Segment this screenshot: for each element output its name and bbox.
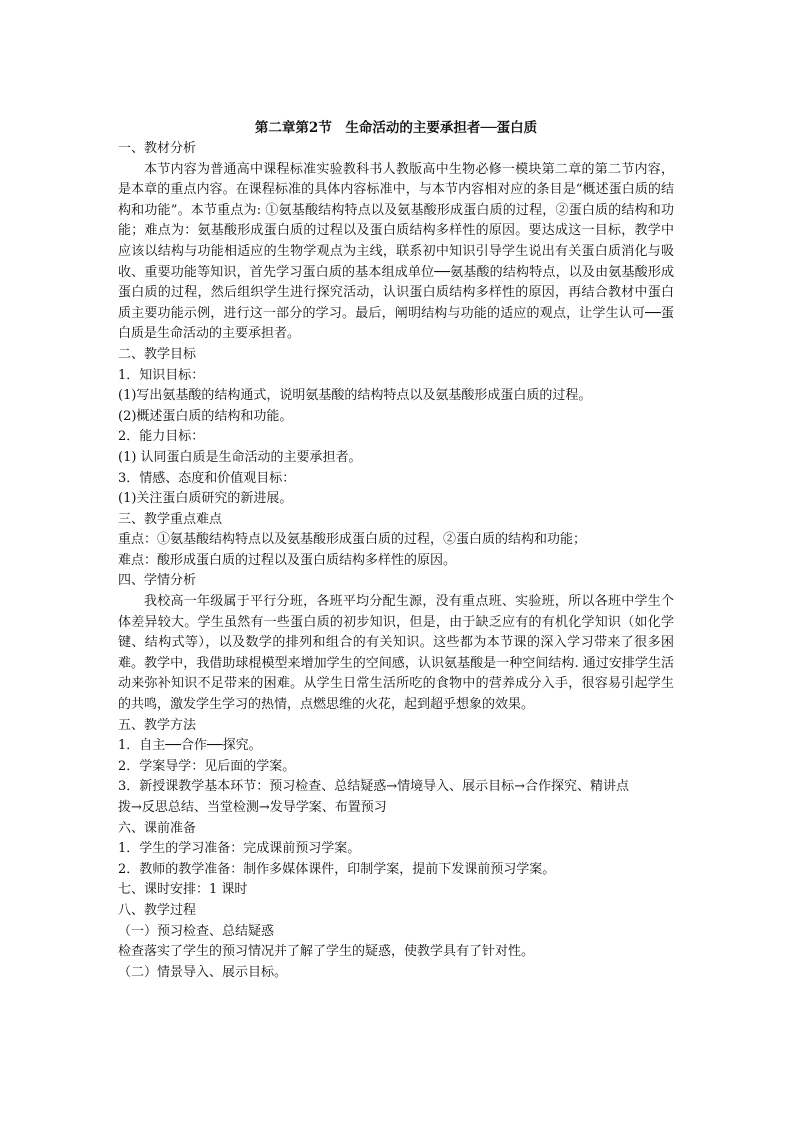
preparation-item-1: 1．学生的学习准备：完成课前预习学案。 — [118, 841, 361, 857]
student-analysis-paragraph: 我校高一年级属于平行分班，各班平均分配生源，没有重点班、实验班，所以各班中学生个体差异较大。学生虽然有一些蛋白质的初步知识，但是，由于缺乏应有的有机化学知识（如化学键、结构式等），以及数学的排列和组合的有关知识。这些都为本节课的深入学习带来了很多困难。教学中，我借助球棍模型来增加学生的空间感，认识氨基酸是一种空间结构. 通过安排学生活动来弥补知识不足带来的困难。从学生日常生活所吃的食物中的营养成分入手，很容易引起学生的共鸣，激发学生学习的热情，点燃思维的火花，起到超乎想象的效果。 — [118, 594, 674, 713]
ability-goals-heading: 2．能力目标： — [118, 429, 205, 445]
textbook-analysis-paragraph: 本节内容为普通高中课程标准实验教科书人教版高中生物必修一模块第二章的第二节内容，是本章的重点内容。在课程标准的具体内容标准中，与本节内容相对应的条目是“概述蛋白质的结构和功能”。本节重点为: ①氨基酸结构特点以及氨基酸形成蛋白质的过程，②蛋白质的结构和功能；难点为：氨基酸形成蛋白质的过程以及蛋白质结构多样性的原因。要达成这一目标，教学中应该以结构与功能相适应的生物学观点为主线，联系初中知识引导学生说出有关蛋白质消化与吸收、重要功能等知识，首先学习蛋白质的基本组成单位──氨基酸的结构特点，以及由氨基酸形成蛋白质的过程，然后组织学生进行探究活动，认识蛋白质结构多样性的原因，再结合教材中蛋白质主要功能示例，进行这一部分的学习。最后，阐明结构与功能的适应的观点，让学生认可──蛋白质是生命活动的主要承担者。 — [118, 161, 674, 342]
knowledge-goal-2: (2)概述蛋白质的结构和功能。 — [118, 408, 293, 424]
section-heading-key-points: 三、教学重点难点 — [118, 511, 223, 527]
emotion-goals-heading: 3．情感、态度和价值观目标： — [118, 470, 296, 486]
emotion-goal-1: (1)关注蛋白质研究的新进展。 — [118, 491, 293, 507]
document-page — [118, 117, 674, 983]
method-item-3-line-2: 拨→反思总结、当堂检测→发导学案、布置预习 — [118, 800, 387, 815]
section-heading-teaching-methods: 五、教学方法 — [118, 717, 197, 733]
section-heading-teaching-goals: 二、教学目标 — [118, 346, 197, 362]
preparation-item-2: 2．教师的教学准备：制作多媒体课件，印制学案，提前下发课前预习学案。 — [118, 861, 556, 877]
knowledge-goal-1: (1)写出氨基酸的结构通式，说明氨基酸的结构特点以及氨基酸形成蛋白质的过程。 — [118, 388, 592, 404]
ability-goal-1: (1) 认同蛋白质是生命活动的主要承担者。 — [118, 449, 362, 465]
key-points-text: 重点：①氨基酸结构特点以及氨基酸形成蛋白质的过程，②蛋白质的结构和功能； — [118, 532, 587, 548]
difficult-points-text: 难点：酸形成蛋白质的过程以及蛋白质结构多样性的原因。 — [118, 552, 457, 568]
process-subheading-1: （一）预习检查、总结疑惑 — [118, 923, 275, 939]
section-heading-teaching-process: 八、教学过程 — [118, 902, 197, 918]
method-item-3-line-1: 3．新授课教学基本环节：预习检查、总结疑惑→情境导入、展示目标→合作探究、精讲点 — [118, 779, 630, 795]
document-title: 第二章第2节 生命活动的主要承担者──蛋白质 — [254, 120, 538, 136]
section-heading-student-analysis: 四、学情分析 — [118, 573, 197, 589]
section-heading-preparation: 六、课前准备 — [118, 820, 197, 836]
process-subheading-2: （二）情景导入、展示目标。 — [118, 964, 288, 980]
process-subheading-1-text: 检查落实了学生的预习情况并了解了学生的疑惑，使教学具有了针对性。 — [118, 944, 535, 960]
section-heading-textbook-analysis: 一、教材分析 — [118, 141, 197, 156]
method-item-2: 2．学案导学：见后面的学案。 — [118, 758, 296, 774]
method-item-1: 1．自主──合作──探究。 — [118, 738, 262, 754]
section-heading-schedule: 七、课时安排：1 课时 — [118, 882, 248, 898]
knowledge-goals-heading: 1．知识目标： — [118, 367, 205, 383]
